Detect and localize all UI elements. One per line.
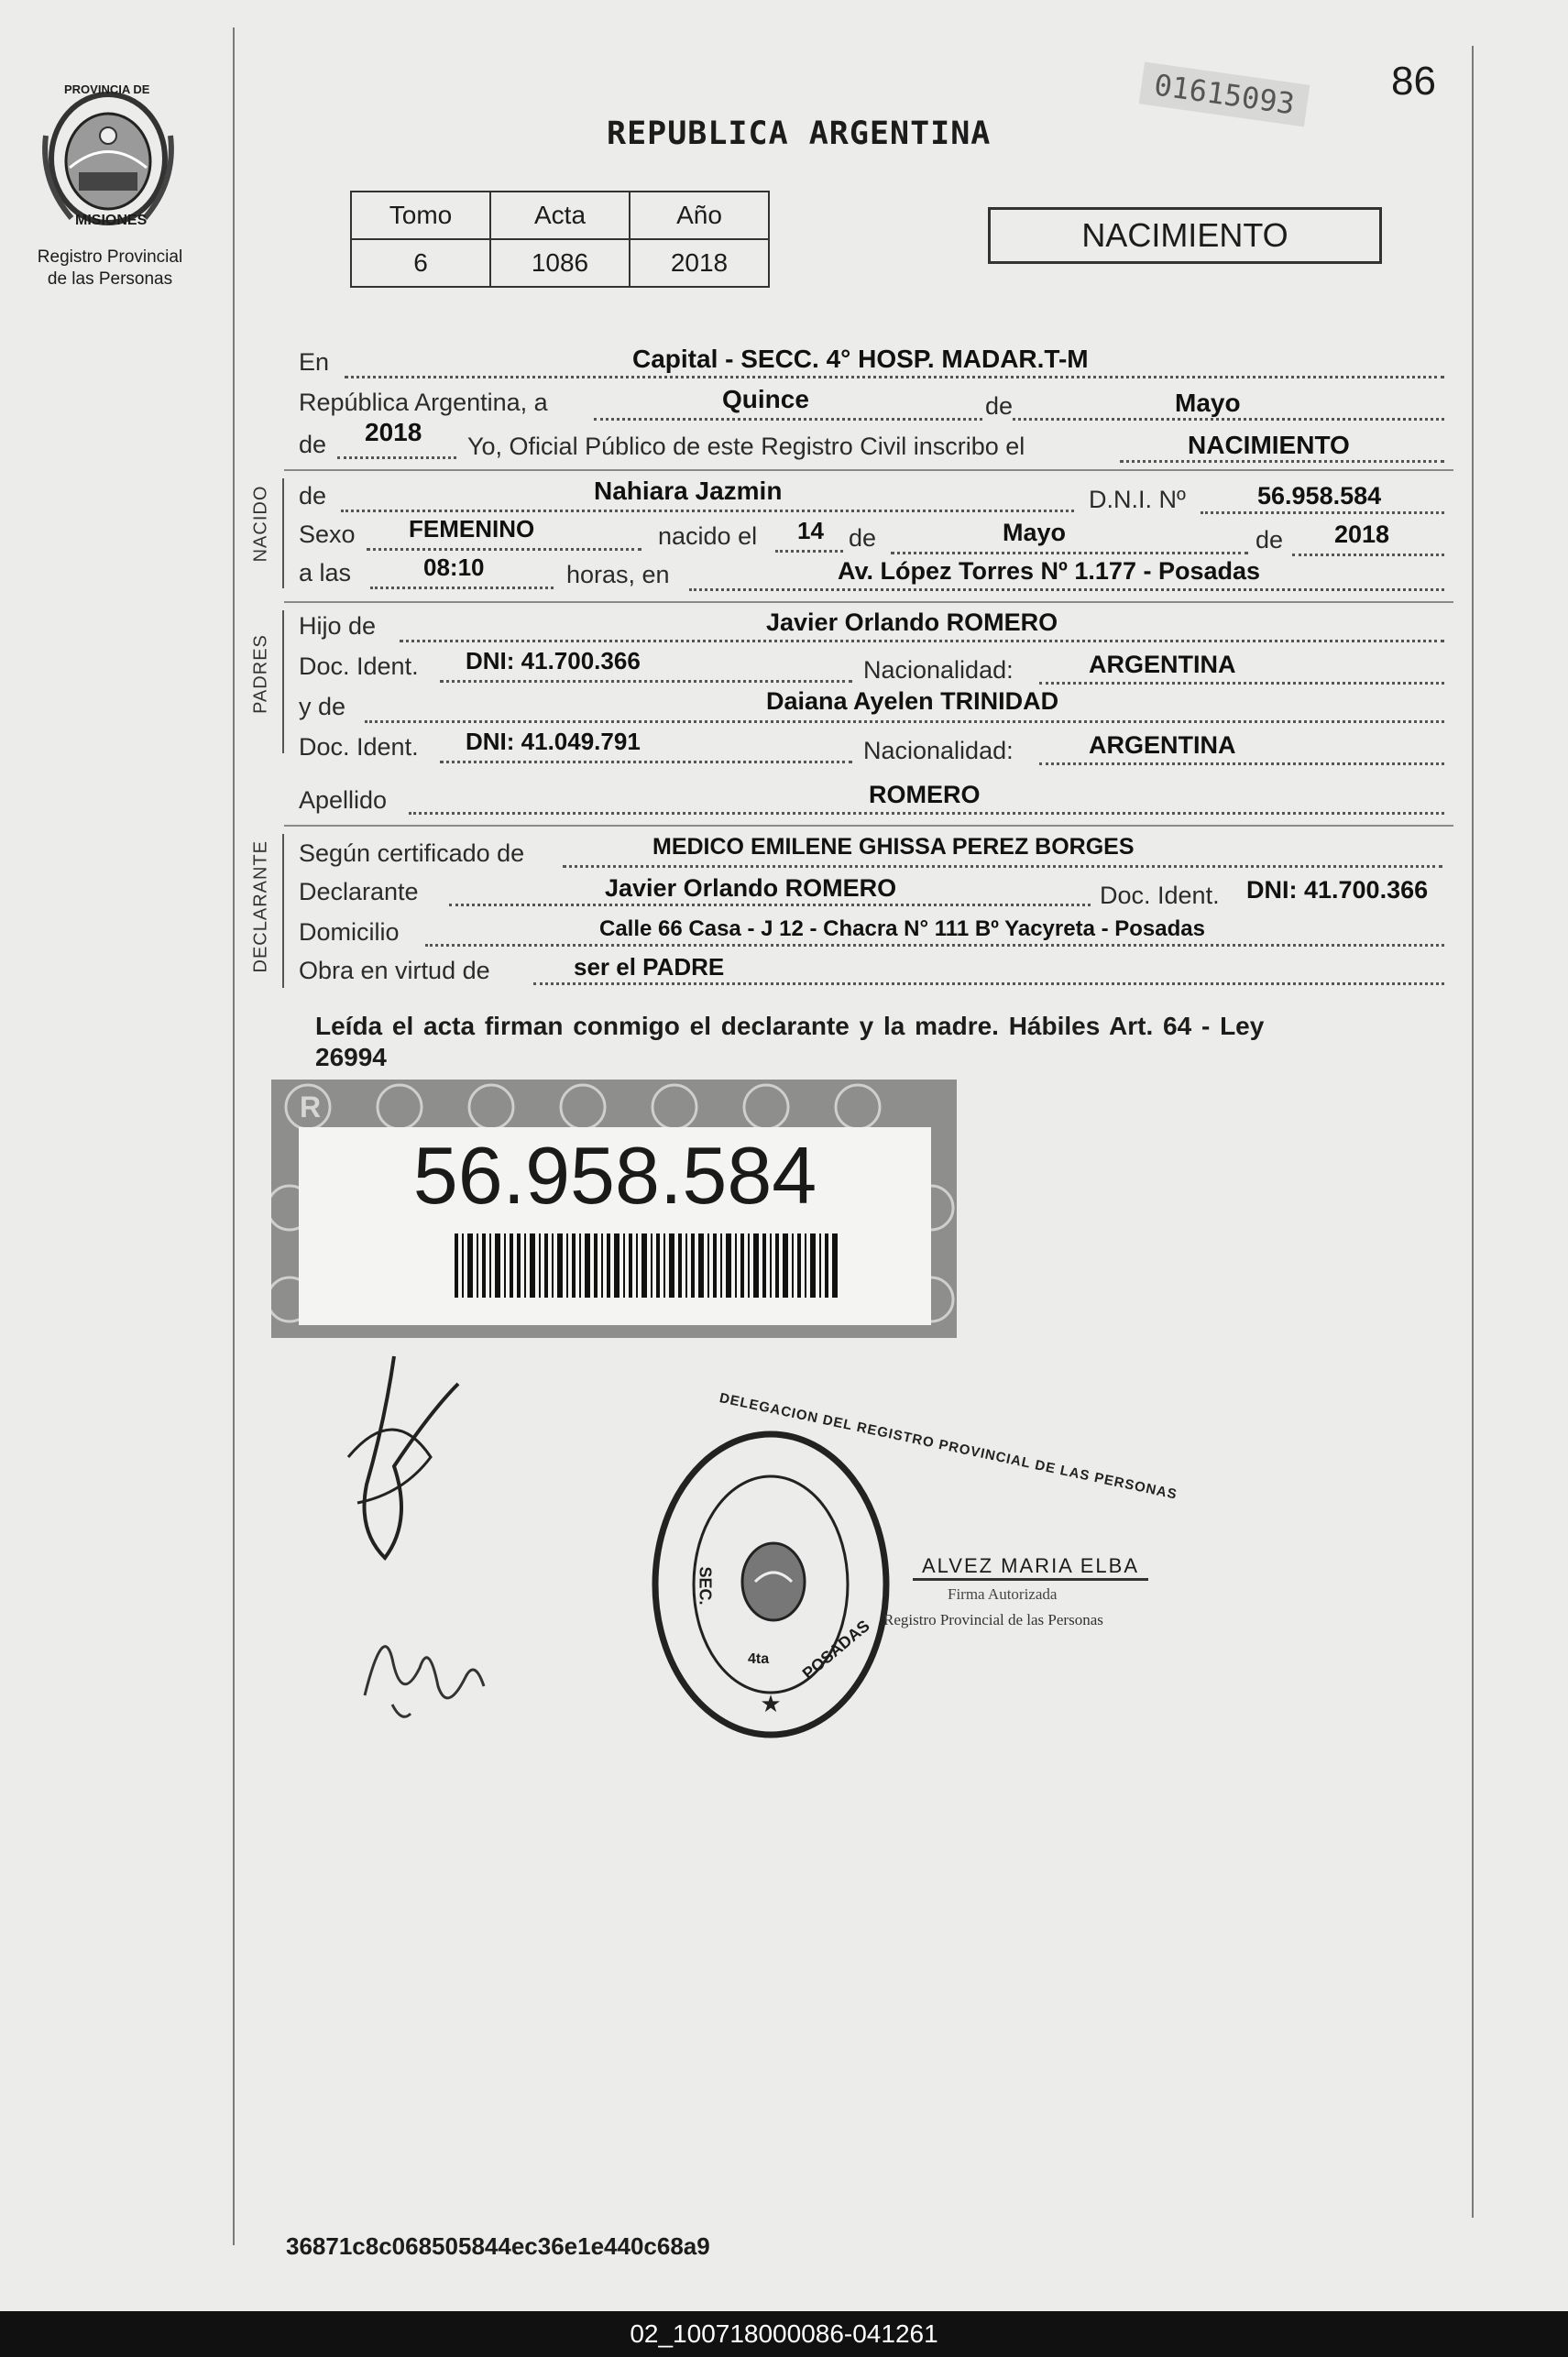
republica-dots [594,418,1444,421]
closing-line-2: 26994 [315,1043,387,1071]
father-nationality: ARGENTINA [1089,651,1236,678]
closing-line-1: Leída el acta firman conmigo el declarante y la madre. Hábiles Art. 64 - Ley [315,1012,1265,1040]
dni-label: D.N.I. Nº [1089,486,1186,513]
mother-nationality: ARGENTINA [1089,731,1236,759]
sexo-label: Sexo [299,521,356,548]
nacido-place: Av. López Torres Nº 1.177 - Posadas [838,557,1261,585]
inscribe-label: Yo, Oficial Público de este Registro Civil inscribo el [467,433,1025,460]
mother-doc-dots [440,761,852,763]
seal-caption-2: de las Personas [47,269,173,289]
de-label-1: de [985,392,1014,420]
footer-code: 02_100718000086-041261 [0,2311,1568,2357]
mother-dots [365,720,1444,723]
father-doc-dots [440,680,852,683]
declarante-dots [449,904,1091,906]
document-hash: 36871c8c068505844ec36e1e440c68a9 [286,2232,710,2260]
padres-bar [282,610,284,753]
left-margin-line [233,27,235,2245]
year-dots [337,456,456,459]
certificado-dots [563,865,1442,868]
father-nac-dots [1039,682,1444,685]
declarante-doc-label: Doc. Ident. [1100,882,1220,909]
nacido-dni: 56.958.584 [1257,482,1382,510]
nacido-year: 2018 [1334,521,1390,548]
apellido-label: Apellido [299,786,388,814]
father-doc-label: Doc. Ident. [299,652,419,680]
seal-text-bottom: MISIONES [75,213,148,228]
mother-doc: DNI: 41.049.791 [466,728,641,755]
nacido-el-label: nacido el [658,522,758,550]
inscribe-value: NACIMIENTO [1188,431,1350,459]
divider-declarante-top [284,825,1453,827]
day-value: Quince [722,385,809,413]
nacido-de-label-2: de [849,524,877,552]
republica-label: República Argentina, a [299,389,548,416]
official-stamp-icon [647,1426,894,1743]
anio-header: Año [630,192,769,239]
acta-value: 1086 [490,239,630,287]
declarante-label: Declarante [299,878,419,905]
mother-name: Daiana Ayelen TRINIDAD [766,687,1059,715]
month-value: Mayo [1175,389,1241,417]
registry-table [350,191,770,288]
tomo-value: 6 [351,239,490,287]
official-org: Registro Provincial de las Personas [883,1611,1103,1628]
domicilio-value: Calle 66 Casa - J 12 - Chacra N° 111 Bº Yacyreta - Posadas [599,916,1205,941]
stamp-number: 01615093 [1139,62,1310,127]
apellido-value: ROMERO [869,781,981,808]
tomo-header: Tomo [351,192,490,239]
official-role: Firma Autorizada [948,1585,1058,1603]
yde-label: y de [299,693,346,720]
father-name: Javier Orlando ROMERO [766,608,1058,636]
stamp-ring-text: DELEGACION DEL REGISTRO PROVINCIAL DE LAS PERSONAS [718,1389,1179,1503]
country-title: REPUBLICA ARGENTINA [607,115,992,152]
sexo-dots [367,548,641,551]
en-dots [345,376,1444,378]
alas-label: a las [299,559,352,587]
domicilio-dots [425,944,1444,947]
page-number: 86 [1391,59,1436,104]
apellido-dots [409,812,1444,815]
declarante-section-label: DECLARANTE [250,840,271,973]
hijo-label: Hijo de [299,612,377,640]
nacido-time: 08:10 [423,554,485,581]
nacido-day: 14 [797,517,824,544]
official-name: ALVEZ MARIA ELBA [913,1554,1148,1581]
divider-padres-top [284,601,1453,603]
signature-declarante-icon [330,1347,477,1567]
en-value: Capital - SECC. 4° HOSP. MADAR.T-M [632,345,1089,373]
nacido-de-label: de [299,482,327,510]
obra-dots [533,982,1444,985]
right-margin-line [1472,46,1474,2218]
inscribe-dots [1120,460,1444,463]
time-dots [370,587,554,589]
nacido-bar [282,478,284,588]
stamp-inner-num: 4ta [748,1651,770,1667]
declarante-bar [282,834,284,988]
obra-value: ser el PADRE [574,953,725,981]
de-label-2: de [299,431,327,458]
declarante-doc: DNI: 41.700.366 [1246,876,1429,904]
svg-text:★: ★ [760,1691,782,1718]
seal-text-top: PROVINCIA DE [64,82,150,96]
declarante-name: Javier Orlando ROMERO [605,874,897,902]
nacido-section-label: NACIDO [250,485,271,563]
place-dots [689,588,1444,591]
day-dots [775,550,843,553]
father-doc: DNI: 41.700.366 [466,647,641,674]
stamp-inner-sec: SEC. [696,1566,715,1606]
horas-label: horas, en [566,561,670,588]
stamp-inner-city: POSADAS [798,1616,873,1683]
nacido-name-dots [341,510,1074,512]
anio-value: 2018 [630,239,769,287]
signature-madre-icon [356,1604,493,1732]
mother-doc-label: Doc. Ident. [299,733,419,761]
barcode-icon [455,1233,839,1298]
obra-label: Obra en virtud de [299,957,490,984]
dni-dots [1201,511,1444,514]
father-nac-label: Nacionalidad: [863,656,1014,684]
padres-section-label: PADRES [250,634,271,714]
divider-nacido-top [284,469,1453,471]
segun-label: Según certificado de [299,839,525,867]
sticker-number: 56.958.584 [412,1130,817,1221]
sticker-label [299,1127,931,1325]
year-value: 2018 [365,418,422,446]
id-sticker [271,1080,957,1338]
act-type-box: NACIMIENTO [988,207,1382,264]
certificado-value: MEDICO EMILENE GHISSA PEREZ BORGES [652,834,1135,860]
mother-nac-dots [1039,762,1444,765]
father-dots [400,640,1444,642]
domicilio-label: Domicilio [299,918,400,946]
nacido-name: Nahiara Jazmin [594,477,783,505]
sticker-pattern-letter: R [300,1091,322,1124]
nacido-year-dots [1292,554,1444,556]
nacido-de-label-3: de [1255,526,1284,554]
acta-header: Acta [490,192,630,239]
seal-caption-1: Registro Provincial [37,247,183,267]
sexo-value: FEMENINO [409,515,535,543]
mother-nac-label: Nacionalidad: [863,737,1014,764]
nacido-month: Mayo [1003,519,1067,546]
en-label: En [299,348,330,376]
month-dots [891,552,1248,554]
